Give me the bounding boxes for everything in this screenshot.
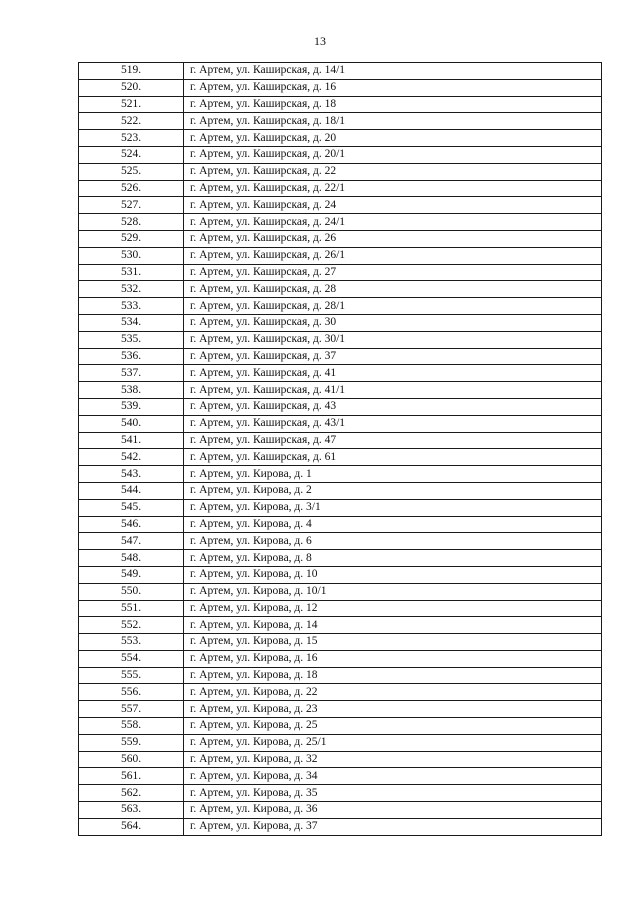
row-number-cell: 526. [79, 180, 184, 197]
address-cell: г. Артем, ул. Каширская, д. 18 [184, 96, 602, 113]
table-row [79, 230, 602, 247]
row-number-cell: 564. [79, 818, 184, 835]
table-row [79, 499, 602, 516]
table-row [79, 667, 602, 684]
row-number-cell: 520. [79, 79, 184, 96]
address-cell: г. Артем, ул. Кирова, д. 23 [184, 701, 602, 718]
address-cell: г. Артем, ул. Каширская, д. 30/1 [184, 331, 602, 348]
table-row [79, 63, 602, 80]
row-number-cell: 557. [79, 701, 184, 718]
table-row [79, 718, 602, 735]
table-row [79, 566, 602, 583]
row-number-cell: 546. [79, 516, 184, 533]
address-cell: г. Артем, ул. Каширская, д. 43 [184, 398, 602, 415]
table-row [79, 751, 602, 768]
row-number-cell: 547. [79, 533, 184, 550]
row-number-cell: 538. [79, 382, 184, 399]
address-cell: г. Артем, ул. Каширская, д. 28 [184, 281, 602, 298]
row-number-cell: 560. [79, 751, 184, 768]
row-number-cell: 556. [79, 684, 184, 701]
row-number-cell: 561. [79, 768, 184, 785]
address-cell: г. Артем, ул. Каширская, д. 47 [184, 432, 602, 449]
address-cell: г. Артем, ул. Каширская, д. 24/1 [184, 214, 602, 231]
row-number-cell: 545. [79, 499, 184, 516]
table-row [79, 214, 602, 231]
table-row [79, 482, 602, 499]
address-cell: г. Артем, ул. Кирова, д. 34 [184, 768, 602, 785]
table-row [79, 415, 602, 432]
address-cell: г. Артем, ул. Кирова, д. 25 [184, 718, 602, 735]
table-row [79, 180, 602, 197]
row-number-cell: 534. [79, 314, 184, 331]
page-number: 13 [314, 34, 326, 48]
row-number-cell: 535. [79, 331, 184, 348]
address-cell: г. Артем, ул. Кирова, д. 22 [184, 684, 602, 701]
row-number-cell: 533. [79, 298, 184, 315]
table-row [79, 365, 602, 382]
table-row [79, 398, 602, 415]
row-number-cell: 553. [79, 634, 184, 651]
row-number-cell: 551. [79, 600, 184, 617]
table-row [79, 348, 602, 365]
table-row [79, 264, 602, 281]
row-number-cell: 537. [79, 365, 184, 382]
row-number-cell: 550. [79, 583, 184, 600]
table-row [79, 382, 602, 399]
address-cell: г. Артем, ул. Кирова, д. 6 [184, 533, 602, 550]
table-row [79, 785, 602, 802]
row-number-cell: 542. [79, 449, 184, 466]
table-row [79, 466, 602, 483]
row-number-cell: 562. [79, 785, 184, 802]
table-row [79, 197, 602, 214]
address-cell: г. Артем, ул. Каширская, д. 41 [184, 365, 602, 382]
address-cell: г. Артем, ул. Кирова, д. 36 [184, 802, 602, 819]
address-cell: г. Артем, ул. Каширская, д. 43/1 [184, 415, 602, 432]
row-number-cell: 522. [79, 113, 184, 130]
address-cell: г. Артем, ул. Каширская, д. 61 [184, 449, 602, 466]
address-cell: г. Артем, ул. Каширская, д. 22 [184, 163, 602, 180]
table-row [79, 146, 602, 163]
row-number-cell: 523. [79, 130, 184, 147]
row-number-cell: 524. [79, 146, 184, 163]
address-cell: г. Артем, ул. Кирова, д. 16 [184, 650, 602, 667]
table-row [79, 550, 602, 567]
table-row [79, 79, 602, 96]
address-cell: г. Артем, ул. Кирова, д. 14 [184, 617, 602, 634]
row-number-cell: 558. [79, 718, 184, 735]
address-cell: г. Артем, ул. Каширская, д. 26/1 [184, 247, 602, 264]
address-cell: г. Артем, ул. Кирова, д. 2 [184, 482, 602, 499]
address-cell: г. Артем, ул. Каширская, д. 28/1 [184, 298, 602, 315]
row-number-cell: 528. [79, 214, 184, 231]
address-cell: г. Артем, ул. Каширская, д. 37 [184, 348, 602, 365]
row-number-cell: 540. [79, 415, 184, 432]
row-number-cell: 544. [79, 482, 184, 499]
table-row [79, 634, 602, 651]
address-cell: г. Артем, ул. Каширская, д. 24 [184, 197, 602, 214]
table-row [79, 96, 602, 113]
table-row [79, 768, 602, 785]
address-cell: г. Артем, ул. Кирова, д. 25/1 [184, 734, 602, 751]
table-row [79, 734, 602, 751]
row-number-cell: 555. [79, 667, 184, 684]
table-row [79, 298, 602, 315]
address-table-body [79, 63, 602, 836]
row-number-cell: 548. [79, 550, 184, 567]
row-number-cell: 536. [79, 348, 184, 365]
table-row [79, 650, 602, 667]
address-cell: г. Артем, ул. Кирова, д. 37 [184, 818, 602, 835]
address-cell: г. Артем, ул. Каширская, д. 26 [184, 230, 602, 247]
table-row [79, 516, 602, 533]
address-cell: г. Артем, ул. Кирова, д. 4 [184, 516, 602, 533]
row-number-cell: 521. [79, 96, 184, 113]
address-cell: г. Артем, ул. Каширская, д. 20/1 [184, 146, 602, 163]
row-number-cell: 552. [79, 617, 184, 634]
row-number-cell: 539. [79, 398, 184, 415]
address-cell: г. Артем, ул. Каширская, д. 41/1 [184, 382, 602, 399]
table-row [79, 583, 602, 600]
row-number-cell: 525. [79, 163, 184, 180]
address-cell: г. Артем, ул. Каширская, д. 16 [184, 79, 602, 96]
address-cell: г. Артем, ул. Каширская, д. 22/1 [184, 180, 602, 197]
address-cell: г. Артем, ул. Кирова, д. 12 [184, 600, 602, 617]
table-row [79, 701, 602, 718]
table-row [79, 684, 602, 701]
row-number-cell: 543. [79, 466, 184, 483]
row-number-cell: 554. [79, 650, 184, 667]
table-row [79, 163, 602, 180]
table-row [79, 130, 602, 147]
address-cell: г. Артем, ул. Кирова, д. 1 [184, 466, 602, 483]
table-row [79, 818, 602, 835]
row-number-cell: 531. [79, 264, 184, 281]
address-cell: г. Артем, ул. Кирова, д. 10 [184, 566, 602, 583]
table-row [79, 281, 602, 298]
row-number-cell: 549. [79, 566, 184, 583]
address-cell: г. Артем, ул. Кирова, д. 32 [184, 751, 602, 768]
row-number-cell: 519. [79, 63, 184, 80]
address-cell: г. Артем, ул. Каширская, д. 14/1 [184, 63, 602, 80]
table-row [79, 449, 602, 466]
table-row [79, 432, 602, 449]
address-cell: г. Артем, ул. Кирова, д. 10/1 [184, 583, 602, 600]
address-cell: г. Артем, ул. Кирова, д. 18 [184, 667, 602, 684]
row-number-cell: 541. [79, 432, 184, 449]
table-row [79, 533, 602, 550]
table-row [79, 247, 602, 264]
table-row [79, 600, 602, 617]
address-cell: г. Артем, ул. Каширская, д. 30 [184, 314, 602, 331]
row-number-cell: 527. [79, 197, 184, 214]
row-number-cell: 530. [79, 247, 184, 264]
address-cell: г. Артем, ул. Кирова, д. 3/1 [184, 499, 602, 516]
address-cell: г. Артем, ул. Каширская, д. 20 [184, 130, 602, 147]
table-row [79, 331, 602, 348]
row-number-cell: 532. [79, 281, 184, 298]
address-cell: г. Артем, ул. Кирова, д. 8 [184, 550, 602, 567]
table-row [79, 802, 602, 819]
row-number-cell: 559. [79, 734, 184, 751]
table-row [79, 113, 602, 130]
address-cell: г. Артем, ул. Кирова, д. 35 [184, 785, 602, 802]
table-row [79, 314, 602, 331]
address-cell: г. Артем, ул. Каширская, д. 18/1 [184, 113, 602, 130]
row-number-cell: 529. [79, 230, 184, 247]
address-cell: г. Артем, ул. Кирова, д. 15 [184, 634, 602, 651]
address-table [78, 62, 602, 836]
table-row [79, 617, 602, 634]
address-cell: г. Артем, ул. Каширская, д. 27 [184, 264, 602, 281]
row-number-cell: 563. [79, 802, 184, 819]
